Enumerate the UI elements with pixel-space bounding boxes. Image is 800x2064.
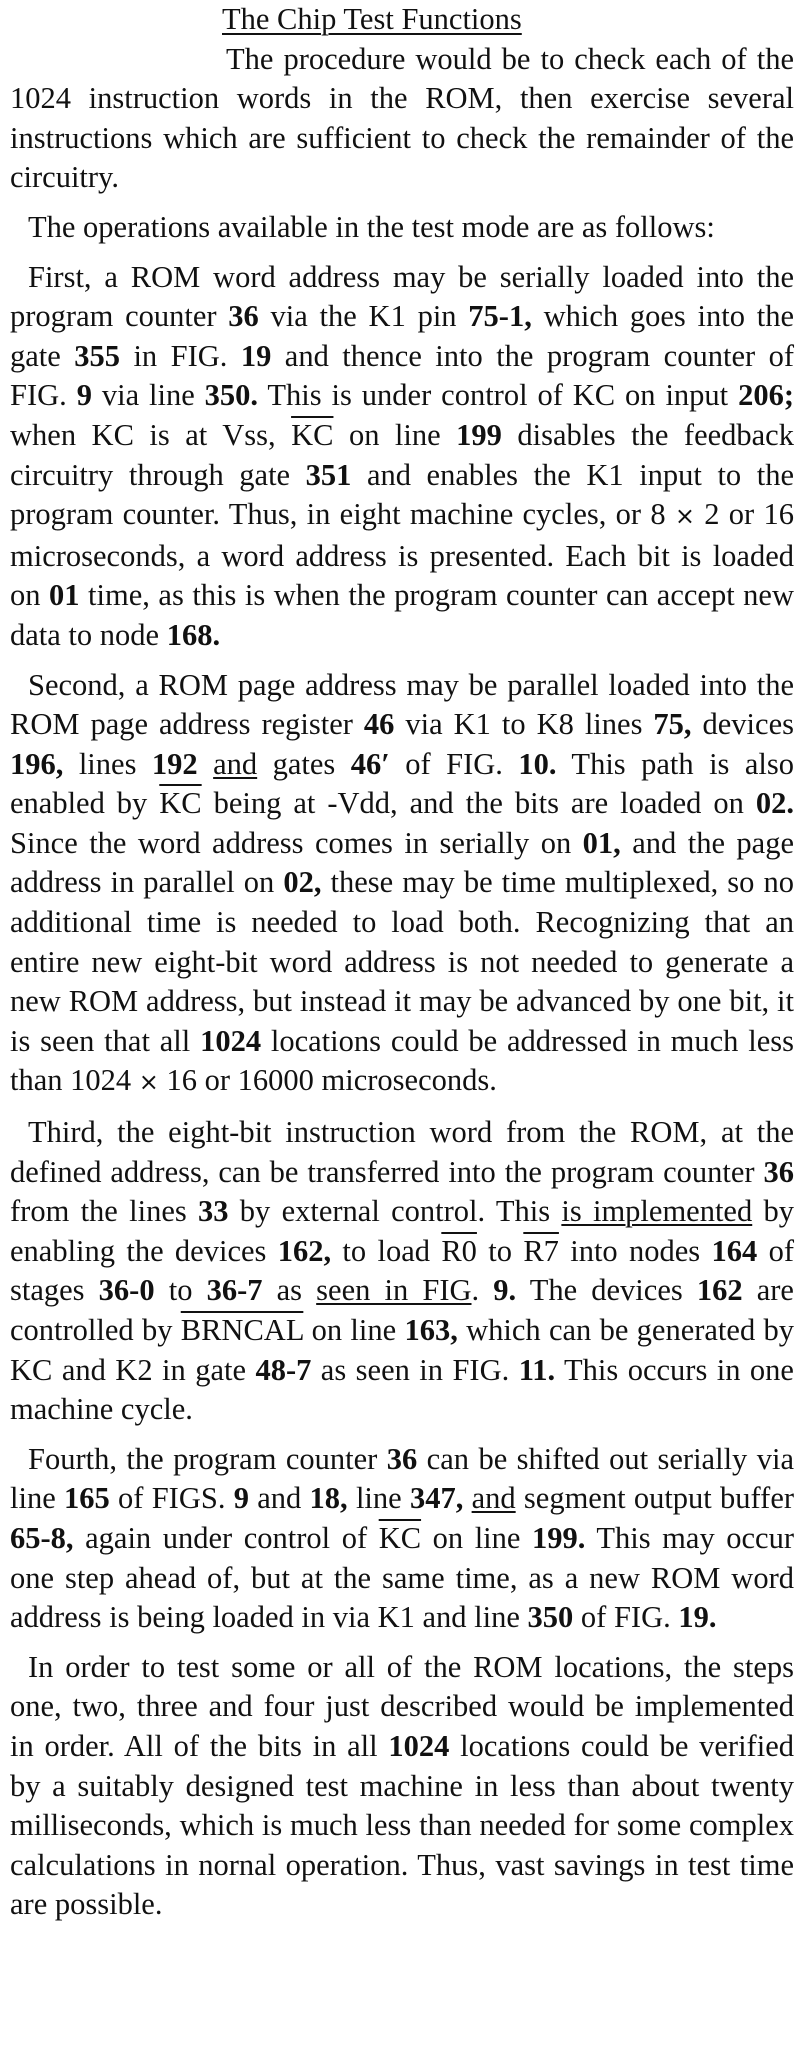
text-span: and enables the K1 input to the program counter. Thus, in eight machine cycles, or 8 [10, 457, 794, 532]
multiply-sign: × [138, 1068, 159, 1097]
ref-number: 350 [527, 1600, 574, 1635]
ref-number: 164 [711, 1233, 758, 1268]
text-span: and [248, 1481, 310, 1516]
text-span: via line [91, 378, 205, 413]
text-span: being at -Vdd, and the bits are loaded on [201, 786, 756, 821]
text-span: of stages [10, 1233, 794, 1308]
text-span: Third, the eight-bit instruction word from the ROM, at the defined address, can be transferred into the program counter [10, 1115, 794, 1189]
multiply-sign: × [674, 502, 695, 531]
ref-number: 01 [49, 578, 80, 613]
ref-number: 75-1, [468, 299, 532, 334]
text-span: First, a ROM word address may be serially loaded into the program counter [10, 259, 794, 334]
text-span: The procedure would be to check each of the 1024 instruction words in the ROM, then exercise several instructions which are sufficient to check the remainder of the circuitry. [10, 41, 794, 195]
text-span: to [476, 1233, 524, 1268]
ref-number: 75, [653, 707, 692, 742]
ref-number: 199 [456, 417, 502, 452]
ref-number: 196, [10, 746, 64, 781]
text-span: via the K1 pin [258, 299, 469, 334]
ref-number: 46′ [350, 746, 390, 781]
text-span: can be shifted out serially via line [10, 1441, 794, 1516]
text-span: disables the feedback circuitry through gate [10, 417, 794, 492]
ref-number: 01, [582, 825, 621, 860]
text-span: on line [421, 1520, 532, 1555]
ref-number: 36-7 [206, 1273, 263, 1308]
ref-number: 18, [309, 1481, 348, 1516]
text-span: via K1 to K8 lines [394, 707, 654, 742]
text-span: 16 or 16000 microseconds. [158, 1063, 497, 1098]
text-span: on line [333, 417, 457, 452]
ref-number: 162 [696, 1273, 743, 1308]
ref-number: 1024 [388, 1728, 450, 1763]
ref-number: 33 [198, 1194, 229, 1229]
text-span: . [471, 1273, 494, 1308]
ref-number: 9 [76, 378, 92, 413]
ref-number: 351 [305, 457, 352, 492]
text-span: of FIG. [389, 746, 519, 781]
text-span: as [262, 1273, 317, 1308]
text-span: This occurs in one machine cycle. [10, 1352, 794, 1427]
overlined-signal: $\overline{KC}$ [291, 417, 334, 452]
overlined-signal: $\overline{KC}$ [378, 1520, 422, 1555]
text-span: This path is also enabled by [10, 746, 795, 821]
text-span: by external control. This [228, 1194, 562, 1229]
text-span: of FIG. [573, 1600, 679, 1635]
text-span: Second, a ROM page address may be parallel loaded into the ROM page address register [10, 667, 794, 742]
text-span: In order to test some or all of the ROM locations, the steps one, two, three and four just described would be implemented in order. All of the bits in all [10, 1649, 794, 1763]
ref-number: 350. [204, 378, 259, 413]
text-span: in FIG. [120, 338, 241, 373]
text-span: locations could be addressed in much less than 1024 [10, 1023, 794, 1098]
ref-number: 19 [240, 338, 272, 373]
text-span: on line [303, 1313, 405, 1347]
ref-number: 1024 [200, 1023, 262, 1058]
ref-number: 10. [518, 746, 557, 781]
paragraph-third-operation [10, 1113, 794, 1430]
text-span: to [154, 1273, 207, 1308]
ref-number: 36 [228, 299, 259, 334]
text-span: This is under control of KC on input [258, 378, 739, 413]
ref-number: 65-8, [10, 1520, 74, 1555]
text-span: to load [331, 1233, 442, 1268]
text-span [198, 747, 213, 781]
ref-number: 192 [151, 746, 198, 781]
underlined-phrase: is implemented [561, 1194, 753, 1229]
overlined-signal: R0 [441, 1233, 477, 1268]
ref-number: 355 [74, 338, 120, 373]
ref-number: 46 [363, 707, 395, 742]
ref-number: 9 [233, 1481, 249, 1516]
text-span: Since the word address comes in serially on [10, 825, 583, 860]
ref-number: 11. [518, 1352, 556, 1387]
ref-number: 36 [763, 1154, 794, 1189]
text-span: This may occur one step ahead of, but at the same time, as a new ROM word address is being loaded in via K1 and line [10, 1520, 794, 1635]
section-title: The Chip Test Functions [222, 2, 522, 36]
text-span: again under control of [73, 1520, 379, 1555]
text-span: lines [63, 746, 152, 781]
title-row [10, 0, 794, 40]
paragraph-procedure [10, 40, 794, 198]
overlined-signal: R7 [523, 1233, 559, 1268]
text-span: line [347, 1481, 410, 1516]
ref-number: 162, [277, 1233, 332, 1268]
ref-number: 165 [64, 1481, 110, 1516]
text-span: 2 or 16 microseconds, a word address is presented. Each bit is loaded on [10, 497, 794, 613]
text-span: from the lines [10, 1194, 199, 1229]
overlined-signal: BRNCAL [180, 1313, 304, 1347]
ref-number: 168. [166, 617, 221, 652]
text-span: these may be time multiplexed, so no additional time is needed to load both. Recognizing that an entire new eight-bit word address is not needed to generate a new ROM address, but instead it may be advanced by one bit, it is seen that all [10, 865, 794, 1058]
ref-number: 48-7 [255, 1352, 312, 1387]
text-span: of FIGS. [109, 1481, 234, 1516]
text-span: are controlled by [10, 1273, 794, 1347]
text-span: which goes into the gate [10, 299, 794, 373]
ref-number: 206; [738, 378, 794, 413]
text-span: The devices [516, 1273, 697, 1308]
text-span: The operations available in the test mode are as follows: [28, 209, 715, 244]
paragraph-first-operation [10, 258, 794, 656]
text-span: as seen in FIG. [311, 1352, 519, 1387]
paragraph-operations-intro [10, 208, 794, 248]
ref-number: 36 [386, 1441, 418, 1476]
underlined-word: and [213, 746, 258, 781]
text-span: which can be generated by KC and K2 in gate [10, 1313, 794, 1387]
ref-number: 347, [409, 1481, 464, 1516]
paragraph-fourth-operation [10, 1440, 794, 1638]
paragraph-second-operation [10, 666, 794, 1104]
ref-number: 19. [678, 1600, 717, 1635]
text-span: segment output buffer [515, 1481, 795, 1516]
ref-number: 36-0 [98, 1273, 155, 1308]
text-span: by enabling the devices [10, 1194, 795, 1268]
text-span: and the page address in parallel on [10, 825, 795, 900]
ref-number: 9. [493, 1273, 517, 1308]
text-span: when KC is at Vss, [10, 417, 292, 452]
ref-number: 199. [532, 1520, 586, 1555]
text-span: locations could be verified by a suitably designed test machine in less than about twenty milliseconds, which is much less than needed for some complex calculations in nornal operation. Thus, vast savings in test time are possible. [10, 1728, 794, 1922]
text-span: gates [257, 746, 351, 781]
ref-number: 02, [283, 865, 322, 900]
underlined-phrase: seen in FIG [316, 1273, 472, 1308]
ref-number: 163, [404, 1313, 458, 1347]
text-span: devices [691, 707, 794, 742]
underlined-word: and [471, 1481, 516, 1516]
paragraph-rom-test [10, 1648, 794, 1925]
text-span: Fourth, the program counter [28, 1441, 387, 1476]
text-span: into nodes [558, 1233, 712, 1268]
text-span: time, as this is when the program counter can accept new data to node [10, 578, 794, 652]
ref-number: 02. [755, 786, 794, 821]
text-span: and thence into the program counter of FIG. [10, 338, 794, 413]
overlined-signal: $\overline{KC}$ [159, 786, 202, 821]
text-span [463, 1481, 471, 1515]
